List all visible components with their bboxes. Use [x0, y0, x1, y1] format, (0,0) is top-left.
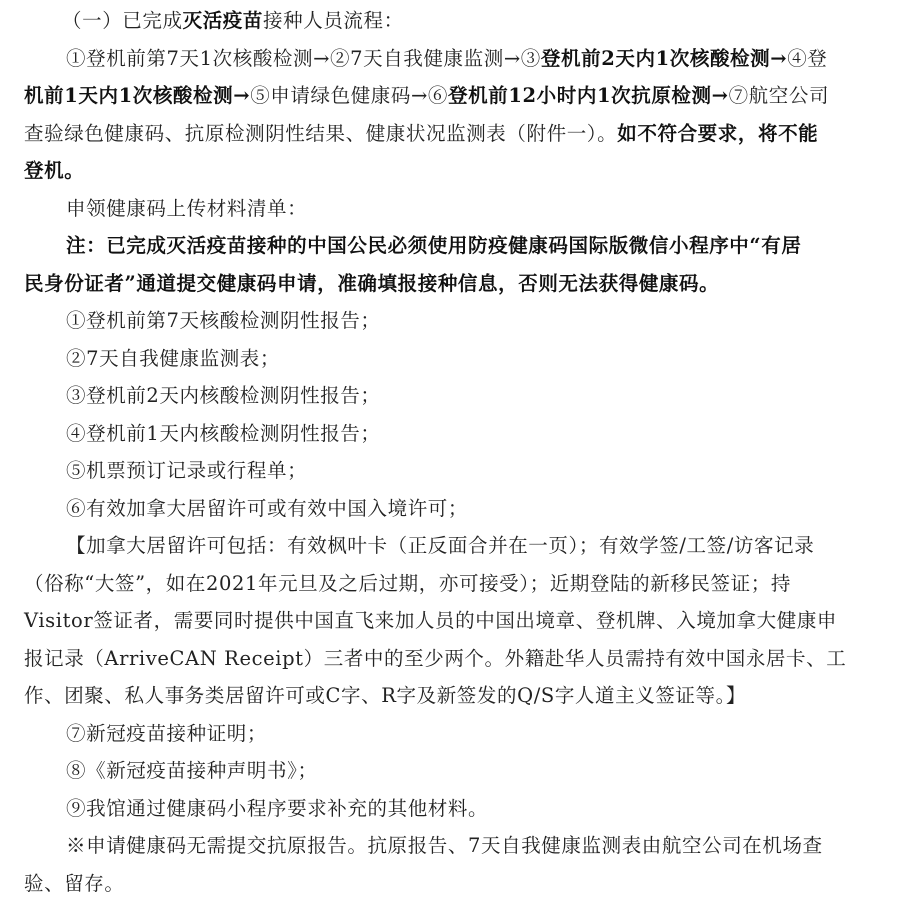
- section-heading-suffix: 接种人员流程：: [263, 9, 404, 32]
- flow-bold-text: 登机前12小时内1次抗原检测→: [448, 84, 729, 107]
- list-item: ⑤机票预订记录或行程单；: [24, 452, 877, 490]
- flow-line-2: [24, 77, 877, 115]
- permit-line-1: 【加拿大居留许可包括：有效枫叶卡（正反面合并在一页）；有效学签/工签/访客记录: [24, 527, 877, 565]
- list-item: ④登机前1天内核酸检测阴性报告；: [24, 415, 877, 453]
- flow-bold-text: 如不符合要求，将不能: [617, 122, 818, 145]
- materials-title: 申领健康码上传材料清单：: [24, 190, 877, 228]
- note-line-1: 注：已完成灭活疫苗接种的中国公民必须使用防疫健康码国际版微信小程序中“有居: [24, 227, 877, 265]
- footnote-line-1: ※申请健康码无需提交抗原报告。抗原报告、7天自我健康监测表由航空公司在机场查: [24, 827, 877, 865]
- list-item: ①登机前第7天核酸检测阴性报告；: [24, 302, 877, 340]
- list-item: ②7天自我健康监测表；: [24, 340, 877, 378]
- list-item: ⑥有效加拿大居留许可或有效中国入境许可；: [24, 490, 877, 528]
- flow-line-3: [24, 115, 877, 153]
- list-item: ⑧《新冠疫苗接种声明书》；: [24, 752, 877, 790]
- flow-text: ④登: [787, 47, 827, 70]
- flow-line-1: [24, 40, 877, 78]
- flow-bold-text: 登机前2天内1次核酸检测→: [541, 47, 787, 70]
- flow-text: 查验绿色健康码、抗原检测阴性结果、健康状况监测表（附件一）。: [24, 122, 617, 145]
- section-heading-prefix: （一）已完成: [62, 9, 183, 32]
- permit-line-3: Visitor签证者，需要同时提供中国直飞来加人员的中国出境章、登机牌、入境加拿大健康申: [24, 602, 877, 640]
- permit-line-4: 报记录（ArriveCAN Receipt）三者中的至少两个。外籍赴华人员需持有效中国永居卡、工: [24, 640, 877, 678]
- section-heading-bold: 灭活疫苗: [183, 9, 263, 32]
- flow-text: ⑦航空公司: [729, 84, 830, 107]
- list-item: ③登机前2天内核酸检测阴性报告；: [24, 377, 877, 415]
- list-item: ⑨我馆通过健康码小程序要求补充的其他材料。: [24, 790, 877, 828]
- permit-line-2: （俗称“大签”，如在2021年元旦及之后过期，亦可接受）；近期登陆的新移民签证；持: [24, 565, 877, 603]
- section-heading: [24, 2, 877, 40]
- flow-text: ①登机前第7天1次核酸检测→②7天自我健康监测→③: [66, 47, 541, 70]
- flow-line-4: 登机。: [24, 152, 877, 190]
- list-item: ⑦新冠疫苗接种证明；: [24, 715, 877, 753]
- note-line-2: 民身份证者”通道提交健康码申请，准确填报接种信息，否则无法获得健康码。: [24, 265, 877, 303]
- flow-bold-text: 机前1天内1次核酸检测→: [24, 84, 250, 107]
- footnote-line-2: 验、留存。: [24, 865, 877, 902]
- flow-text: ⑤申请绿色健康码→⑥: [250, 84, 448, 107]
- permit-line-5: 作、团聚、私人事务类居留许可或C字、R字及新签发的Q/S字人道主义签证等。】: [24, 677, 877, 715]
